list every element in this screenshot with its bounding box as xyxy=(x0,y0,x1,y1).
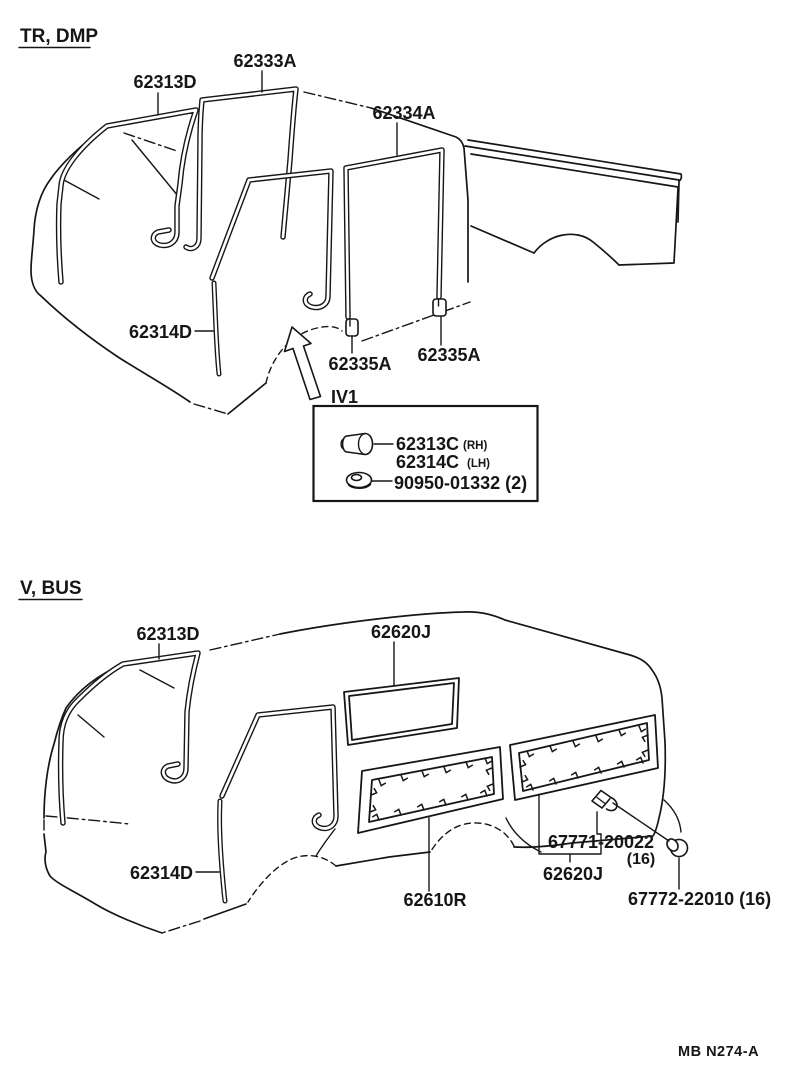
label-62335a-left: 62335A xyxy=(328,354,392,374)
truck-bed-outline xyxy=(465,140,681,265)
window-clip-ticks xyxy=(519,725,649,791)
pad-clip-icon xyxy=(341,434,372,455)
label-iv1: IV1 xyxy=(331,387,359,407)
label-67772-22010: 67772-22010 (16) xyxy=(628,889,772,909)
clip-67771-icon xyxy=(592,791,617,811)
van-front-wheel-arch xyxy=(248,856,336,902)
van-diagram xyxy=(19,578,771,933)
weatherstrip-62313d-van xyxy=(61,653,198,823)
label-62334a: 62334A xyxy=(372,103,436,123)
label-62333a: 62333A xyxy=(233,51,297,71)
label-67771-qty: (16) xyxy=(626,851,656,868)
label-62314d-truck: 62314D xyxy=(128,322,192,342)
weatherstrip-b-pillar-van xyxy=(222,707,336,828)
label-62314c: 62314C xyxy=(396,452,460,472)
weatherstrip-62314d-truck xyxy=(214,283,219,374)
bed-wheel-arch xyxy=(534,188,678,265)
weatherstrip-62334a xyxy=(346,150,442,317)
label-62314c-lh: (LH) xyxy=(467,458,490,470)
label-62313d-truck: 62313D xyxy=(133,72,197,92)
label-62313c-rh: (RH) xyxy=(463,440,488,452)
label-67771-20022: 67771-20022 xyxy=(547,832,655,852)
label-62610r: 62610R xyxy=(403,890,467,910)
grommet-icon xyxy=(347,473,372,489)
weatherstrip-62313d-truck xyxy=(59,110,196,282)
weatherstrip-rear-door-truck xyxy=(212,171,331,308)
label-62335a-right: 62335A xyxy=(417,345,481,365)
truck-cab-outline xyxy=(31,92,470,414)
label-62313d-van: 62313D xyxy=(136,624,200,644)
drawing-code: MB N274-A xyxy=(678,1044,760,1060)
truck-diagram xyxy=(19,26,681,501)
inset-detail-box xyxy=(314,406,538,501)
van-rear-wheel-arch xyxy=(431,823,514,851)
weatherstrip-62314d-van xyxy=(220,801,225,901)
label-62620j-front: 62620J xyxy=(370,622,432,642)
iv1-arrow-icon xyxy=(285,327,321,400)
label-62314d-van: 62314D xyxy=(129,863,193,883)
clip-62335a-right xyxy=(433,299,446,316)
window-62620j-front xyxy=(344,678,459,745)
label-62313c: 62313C xyxy=(396,434,460,454)
section-title-tr-dmp: TR, DMP xyxy=(20,26,99,47)
window-62610r xyxy=(358,747,503,833)
label-90950-01332: 90950-01332 (2) xyxy=(394,473,528,493)
weatherstrip-62333a xyxy=(186,89,296,249)
label-62620j-rear: 62620J xyxy=(542,864,604,884)
window-62620j-rear xyxy=(510,715,658,800)
clip-62335a-left xyxy=(346,319,358,336)
section-title-v-bus: V, BUS xyxy=(20,578,82,599)
